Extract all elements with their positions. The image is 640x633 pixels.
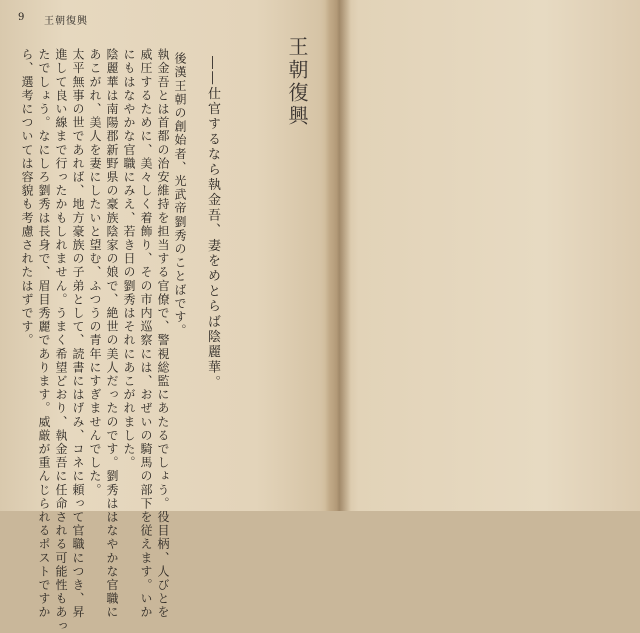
page-number: 9 xyxy=(18,12,25,23)
body-line-9: たでしょう。なにしろ劉秀は長身で、眉目秀麗であります。威厳が重んじられるポストですか xyxy=(37,48,51,620)
right-page-blank xyxy=(340,0,640,511)
body-line-5: 陰麗華は南陽郡新野県の豪族陰家の娘で、絶世の美人だったのです。劉秀ははなやかな官職に xyxy=(105,48,119,620)
body-line-1: 後漢王朝の創始者、光武帝劉秀のことばです。 xyxy=(173,52,187,338)
body-line-7: 太平無事の世であれば、地方豪族の子弟として、読書にはげみ、コネに頼って官職につき、昇 xyxy=(71,48,85,620)
body-line-4: にもはなやかな官職にみえ、若き日の劉秀はそれにあこがれました。 xyxy=(122,48,136,470)
body-line-3: 威圧するために、美々しく着飾り、その市内巡察には、おぜいの騎馬の部下を従えます。いか xyxy=(139,48,153,620)
body-line-8: 進して良い線まで行ったかもしれません。うまく希望どおり、執金吾に任命される可能性もあっ xyxy=(54,48,68,633)
body-line-6: あこがれ、美人を妻にしたいと望む、ふつうの青年にすぎませんでした。 xyxy=(88,48,102,497)
running-title: 王朝復興 xyxy=(44,16,88,27)
body-line-10: ら、選考については容貌も考慮されたはずです。 xyxy=(20,48,34,348)
chapter-title: 王朝復興 xyxy=(285,36,309,128)
epigraph: ――仕官するなら執金吾、妻をめとらば陰麗華。 xyxy=(205,56,220,391)
body-line-2: 執金吾とは首都の治安維持を担当する官僚で、警視総監にあたるでしょう。役目柄、人びとを xyxy=(156,48,170,620)
